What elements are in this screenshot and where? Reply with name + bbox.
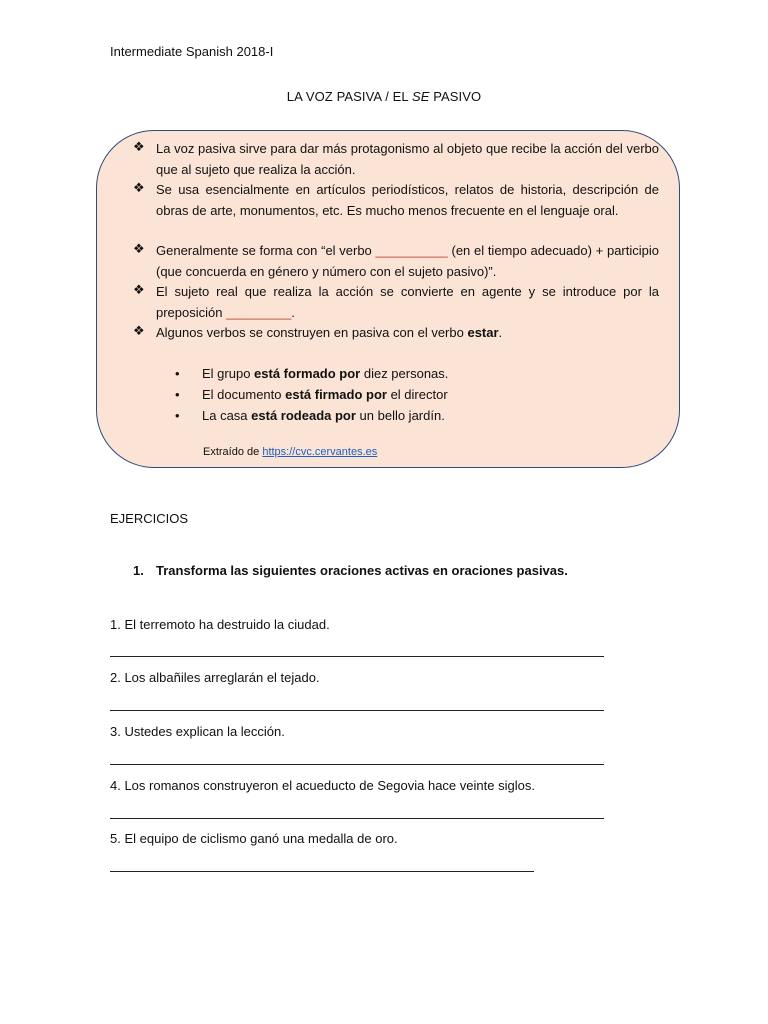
bullet-text-post: . (498, 325, 503, 340)
title-italic: SE (411, 89, 430, 104)
source-citation (203, 446, 377, 458)
diamond-bullet-icon: ❖ (133, 241, 145, 256)
exercises-heading: EJERCICIOS (110, 511, 189, 526)
example-post: un bello jardín. (355, 408, 445, 423)
example-text (202, 366, 448, 381)
source-label: Extraído de (203, 446, 263, 458)
bullet-text: La voz pasiva sirve para dar más protagonismo al objeto que recibe la acción del verbo que al sujeto que realiza la acción. (156, 141, 659, 177)
bullet-text (156, 323, 659, 344)
source-link[interactable]: https://cvc.cervantes.es (262, 446, 378, 458)
diamond-bullet-icon: ❖ (133, 323, 145, 338)
bullet-text-post: (en el tiempo adecuado) + participio (que concuerda en género y número con el sujeto pasivo)”. (156, 243, 659, 279)
bullet-text (156, 282, 659, 323)
verb-blank: __________ (375, 243, 448, 258)
exercise-sentence-4: 4. Los romanos construyeron el acueducto de Segovia hace veinte siglos. (110, 778, 535, 793)
exercise-sentence-5: 5. El equipo de ciclismo ganó una medalla de oro. (110, 831, 398, 846)
course-header: Intermediate Spanish 2018-I (110, 44, 274, 59)
exercise-sentence-2: 2. Los albañiles arreglarán el tejado. (110, 670, 320, 685)
bullet-text: Se usa esencialmente en artículos periodísticos, relatos de historia, descripción de obras de arte, monumentos, etc. Es mucho menos frecuente en el lenguaje oral. (156, 182, 659, 218)
instruction-text: Transforma las siguientes oraciones activas en oraciones pasivas. (156, 563, 568, 578)
example-pre: La casa (202, 408, 252, 423)
example-bold: está rodeada por (251, 408, 356, 423)
bullet-text-pre: El sujeto real que realiza la acción se convierte en agente y se introduce por la preposición (156, 284, 659, 320)
bullet-text-pre: Algunos verbos se construyen en pasiva con el verbo (156, 325, 468, 340)
example-post: el director (386, 387, 448, 402)
example-text (202, 408, 445, 423)
example-post: diez personas. (360, 366, 449, 381)
example-pre: El documento (202, 387, 286, 402)
bullet-text-post: . (291, 304, 295, 320)
example-bold: está firmado por (285, 387, 387, 402)
instruction-number: 1. (133, 563, 144, 578)
bullet-dot-icon: • (175, 387, 180, 402)
example-bold: está formado por (254, 366, 361, 381)
example-pre: El grupo (202, 366, 255, 381)
page-title (0, 89, 768, 104)
exercise-sentence-3: 3. Ustedes explican la lección. (110, 724, 285, 739)
answer-line-3[interactable] (110, 764, 604, 765)
answer-line-2[interactable] (110, 710, 604, 711)
answer-line-1[interactable] (110, 656, 604, 657)
exercise-sentence-1: 1. El terremoto ha destruido la ciudad. (110, 617, 330, 632)
preposition-blank: _________ (226, 304, 292, 320)
title-part1: LA VOZ PASIVA / EL (286, 89, 412, 104)
diamond-bullet-icon: ❖ (133, 180, 145, 195)
bullet-text-pre: Generalmente se forma con “el verbo (156, 243, 376, 258)
answer-line-5[interactable] (110, 871, 534, 872)
bullet-dot-icon: • (175, 408, 180, 423)
diamond-bullet-icon: ❖ (133, 282, 145, 297)
example-text (202, 387, 448, 402)
bullet-text-bold: estar (467, 325, 499, 340)
answer-line-4[interactable] (110, 818, 604, 819)
bullet-dot-icon: • (175, 366, 180, 381)
title-part2: PASIVO (429, 89, 482, 104)
diamond-bullet-icon: ❖ (133, 139, 145, 154)
bullet-text (156, 241, 659, 282)
